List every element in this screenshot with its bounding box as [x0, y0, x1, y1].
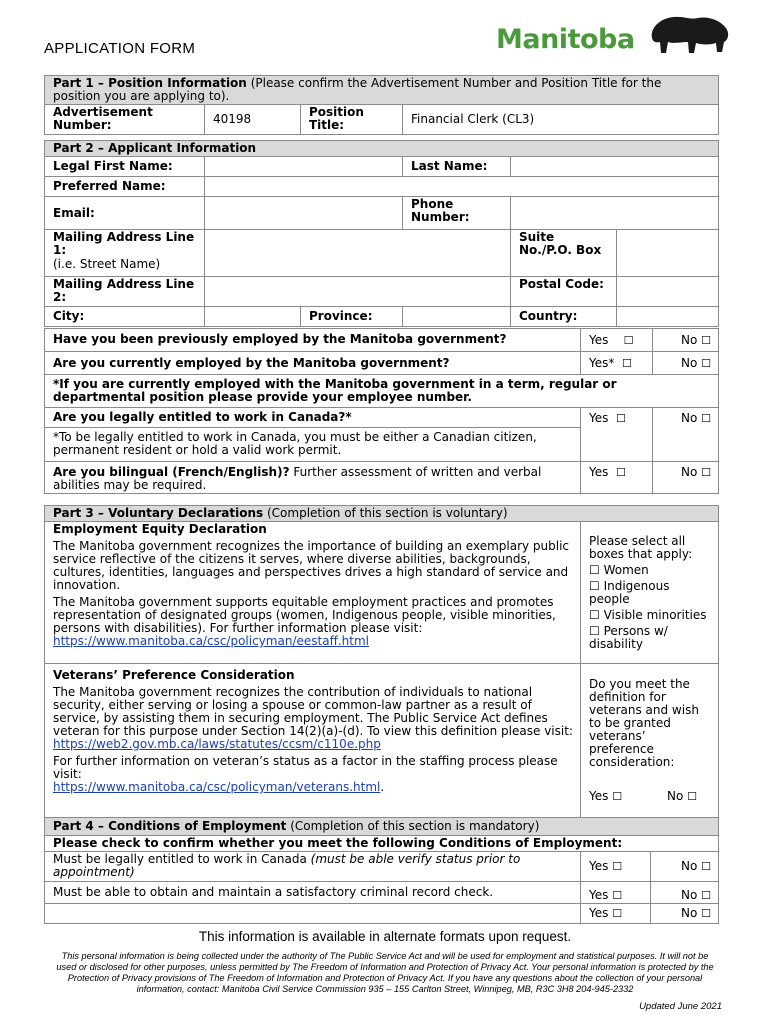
- condition-3-no[interactable]: [651, 904, 719, 924]
- part2-heading: Part 2 – Applicant Information: [45, 141, 719, 157]
- checkbox-icon[interactable]: ☐: [701, 889, 712, 902]
- entitled-yes[interactable]: [581, 408, 653, 462]
- yes-label: Yes: [589, 906, 609, 920]
- address2-field[interactable]: [205, 277, 511, 307]
- checkbox-icon[interactable]: ☐: [612, 907, 623, 920]
- part1-header: [45, 76, 719, 105]
- q-entitled: Are you legally entitled to work in Canada?*: [45, 408, 581, 428]
- employment-equity-text-2: The Manitoba government supports equitable employment practices and promotes representation of designated groups (women, Indigenous people, visible minorities, persons with disabilities). For further information please visit:: [53, 595, 556, 635]
- q-bilingual-bold: Are you bilingual (French/English)?: [53, 465, 290, 479]
- preferred-name-field[interactable]: [205, 177, 719, 197]
- part4-header: [45, 818, 719, 836]
- preferred-name-label: Preferred Name:: [45, 177, 205, 197]
- option-indigenous[interactable]: ☐ Indigenous people: [589, 579, 670, 606]
- no-label: No: [680, 906, 698, 920]
- part2-questions-table: [44, 328, 719, 494]
- country-field[interactable]: [617, 307, 719, 327]
- part1-table: [44, 75, 719, 135]
- prev-employed-yes[interactable]: [581, 329, 653, 352]
- yes-label: Yes: [589, 465, 609, 479]
- address2-label: Mailing Address Line 2:: [45, 277, 205, 307]
- part3-note: (Completion of this section is voluntary): [266, 506, 508, 520]
- no-label: No: [680, 332, 698, 347]
- address1-label: Mailing Address Line 1:: [53, 230, 195, 257]
- condition-2-yes[interactable]: [581, 882, 651, 904]
- form-title: APPLICATION FORM: [44, 40, 196, 57]
- province-field[interactable]: [403, 307, 511, 327]
- veterans-statute-link[interactable]: https://web2.gov.mb.ca/laws/statutes/ccsm/c110e.php: [53, 737, 381, 751]
- updated-date: Updated June 2021: [639, 1001, 722, 1012]
- address1-label-cell: [45, 230, 205, 277]
- veterans-yes[interactable]: [589, 790, 622, 803]
- yes-star-label: Yes*: [589, 355, 615, 370]
- option-visible-minorities[interactable]: ☐ Visible minorities: [589, 608, 707, 622]
- checkbox-icon[interactable]: ☐: [701, 356, 711, 370]
- checkbox-icon[interactable]: ☐: [701, 412, 711, 425]
- veterans-period: .: [380, 780, 385, 794]
- no-label: No: [666, 789, 684, 803]
- country-label: Country:: [511, 307, 617, 327]
- q-prev-employed: Have you been previously employed by the Manitoba government?: [45, 329, 581, 352]
- last-name-label: Last Name:: [403, 157, 511, 177]
- condition-2: Must be able to obtain and maintain a satisfactory criminal record check.: [45, 882, 581, 904]
- ad-number-value[interactable]: 40198: [205, 105, 301, 135]
- condition-3: [45, 904, 581, 924]
- designated-groups-cell: [581, 522, 719, 664]
- veterans-text-1: The Manitoba government recognizes the contribution of individuals to national security, either serving or losing a spouse or common-law partner as a result of service, by assisting them in securing employment. The Public Service Act defines veteran for this purpose under Section 14(2)(a)-(d). To view this definition please visit:: [53, 685, 573, 738]
- email-field[interactable]: [205, 197, 403, 230]
- address1-hint: (i.e. Street Name): [53, 257, 161, 271]
- bison-icon: [646, 12, 732, 56]
- q-bilingual-rest: Further assessment of written and verbal abilities may be required.: [53, 465, 542, 492]
- ad-number-label: Advertisement Number:: [45, 105, 205, 135]
- select-prompt: Please select all boxes that apply:: [589, 534, 693, 561]
- employment-equity-title: Employment Equity Declaration: [53, 522, 267, 536]
- no-label: No: [680, 859, 698, 873]
- yes-label: Yes: [589, 859, 609, 873]
- checkbox-icon[interactable]: ☐: [616, 412, 626, 425]
- employment-equity-cell: [45, 522, 581, 664]
- entitled-no[interactable]: [653, 408, 719, 462]
- veterans-policy-link[interactable]: https://www.manitoba.ca/csc/policyman/veterans.html: [53, 780, 381, 794]
- eestaff-link[interactable]: https://www.manitoba.ca/csc/policyman/eestaff.html: [53, 634, 369, 648]
- option-women[interactable]: ☐ Women: [589, 563, 649, 577]
- position-title-label: Position Title:: [301, 105, 403, 135]
- first-name-field[interactable]: [205, 157, 403, 177]
- condition-3-yes[interactable]: [581, 904, 651, 924]
- veterans-question: Do you meet the definition for veterans and wish to be granted veterans’ preference consideration:: [589, 677, 699, 769]
- entitled-note: *To be legally entitled to work in Canada, you must be either a Canadian citizen, permanent resident or hold a valid work permit.: [45, 428, 581, 462]
- part1-note: (Please confirm the Advertisement Number and Position Title for the position you are applying to).: [53, 76, 662, 103]
- condition-1-no[interactable]: [651, 852, 719, 882]
- bilingual-no[interactable]: [653, 462, 719, 494]
- curr-employed-no[interactable]: [653, 352, 719, 375]
- bilingual-yes[interactable]: [581, 462, 653, 494]
- condition-1-text: Must be legally entitled to work in Canada: [53, 852, 311, 866]
- checkbox-icon[interactable]: ☐: [612, 889, 623, 902]
- position-title-value[interactable]: Financial Clerk (CL3): [403, 105, 719, 135]
- checkbox-icon[interactable]: ☐: [701, 333, 711, 347]
- part1-heading: Part 1 – Position Information: [53, 76, 247, 90]
- option-persons-disability[interactable]: ☐ Persons w/ disability: [589, 624, 668, 651]
- veterans-no[interactable]: [667, 790, 697, 803]
- veterans-question-cell: [581, 664, 719, 819]
- checkbox-icon[interactable]: ☐: [701, 860, 712, 873]
- postal-field[interactable]: [617, 277, 719, 307]
- city-label: City:: [45, 307, 205, 327]
- checkbox-icon[interactable]: ☐: [612, 790, 623, 803]
- postal-label: Postal Code:: [511, 277, 617, 307]
- checkbox-icon[interactable]: ☐: [701, 907, 712, 920]
- address1-field[interactable]: [205, 230, 511, 277]
- yes-label: Yes: [589, 332, 609, 347]
- condition-2-no[interactable]: [651, 882, 719, 904]
- yes-label: Yes: [589, 789, 609, 803]
- curr-employed-note: *If you are currently employed with the Manitoba government in a term, regular or departmental position please provide your employee number.: [53, 377, 617, 404]
- no-label: No: [680, 888, 698, 902]
- part3-heading: Part 3 – Voluntary Declarations: [53, 506, 264, 520]
- veterans-title: Veterans’ Preference Consideration: [53, 668, 295, 682]
- part3-header: [45, 506, 719, 522]
- condition-1-yes[interactable]: [581, 852, 651, 882]
- checkbox-icon[interactable]: ☐: [622, 356, 632, 370]
- yes-label: Yes: [589, 411, 609, 425]
- phone-label: Phone Number:: [403, 197, 511, 230]
- checkbox-icon[interactable]: ☐: [623, 333, 634, 347]
- curr-employed-note-cell: [45, 375, 719, 408]
- city-field[interactable]: [205, 307, 301, 327]
- alternate-formats-notice: This information is available in alternate formats upon request.: [198, 929, 572, 944]
- prev-employed-no[interactable]: [653, 329, 719, 352]
- part4-heading: Part 4 – Conditions of Employment: [53, 819, 287, 833]
- no-label: No: [680, 355, 698, 370]
- part2-table: [44, 140, 719, 327]
- checkbox-icon[interactable]: ☐: [612, 860, 623, 873]
- last-name-field[interactable]: [511, 157, 719, 177]
- q-bilingual: [45, 462, 581, 494]
- privacy-notice: This personal information is being collected under the authority of The Public Service Act and will be used for employment and statistical purposes. It will not be used or disclosed for other purposes, unless permitted by The Freedom of Information and Protection of Privacy Act. Your personal information is protected by the Protection of Privacy provisions of The Freedom of Information and Protection of Privacy Act. If you have any questions about the collection of your personal information, contact: Manitoba Civil Service Commission 935 – 155 Carlton Street, Winnipeg, MB, R3C 3H8 204-945-2332: [56, 951, 714, 994]
- suite-label: Suite No./P.O. Box: [511, 230, 617, 277]
- no-label: No: [680, 465, 698, 479]
- phone-field[interactable]: [511, 197, 719, 230]
- employment-equity-text-1: The Manitoba government recognizes the importance of building an exemplary public service reflective of the citizens it serves, where diverse abilities, backgrounds, cultures, identities, languages and perspectives drives a high standard of service and innovation.: [53, 539, 570, 592]
- part4-table: [44, 817, 719, 924]
- checkbox-icon[interactable]: ☐: [687, 790, 697, 803]
- email-label: Email:: [45, 197, 205, 230]
- veterans-cell: [45, 664, 581, 819]
- veterans-yes-no: [589, 790, 711, 803]
- checkbox-icon[interactable]: ☐: [701, 466, 711, 479]
- part4-note: (Completion of this section is mandatory): [290, 819, 540, 833]
- manitoba-logo: [496, 10, 732, 60]
- checkbox-icon[interactable]: ☐: [616, 466, 626, 479]
- curr-employed-yes[interactable]: [581, 352, 653, 375]
- part4-instruction: Please check to confirm whether you meet the following Conditions of Employment:: [45, 836, 719, 852]
- suite-field[interactable]: [617, 230, 719, 277]
- no-label: No: [680, 411, 698, 425]
- first-name-label: Legal First Name:: [45, 157, 205, 177]
- yes-label: Yes: [589, 888, 609, 902]
- part3-table: [44, 505, 719, 819]
- province-label: Province:: [301, 307, 403, 327]
- veterans-text-2: For further information on veteran’s status as a factor in the staffing process please visit:: [53, 754, 558, 781]
- q-curr-employed: Are you currently employed by the Manitoba government?: [45, 352, 581, 375]
- logo-text: Manitoba: [496, 24, 635, 55]
- condition-1: [45, 852, 581, 882]
- condition-1-italic: (must be able verify status prior to appointment): [53, 852, 521, 879]
